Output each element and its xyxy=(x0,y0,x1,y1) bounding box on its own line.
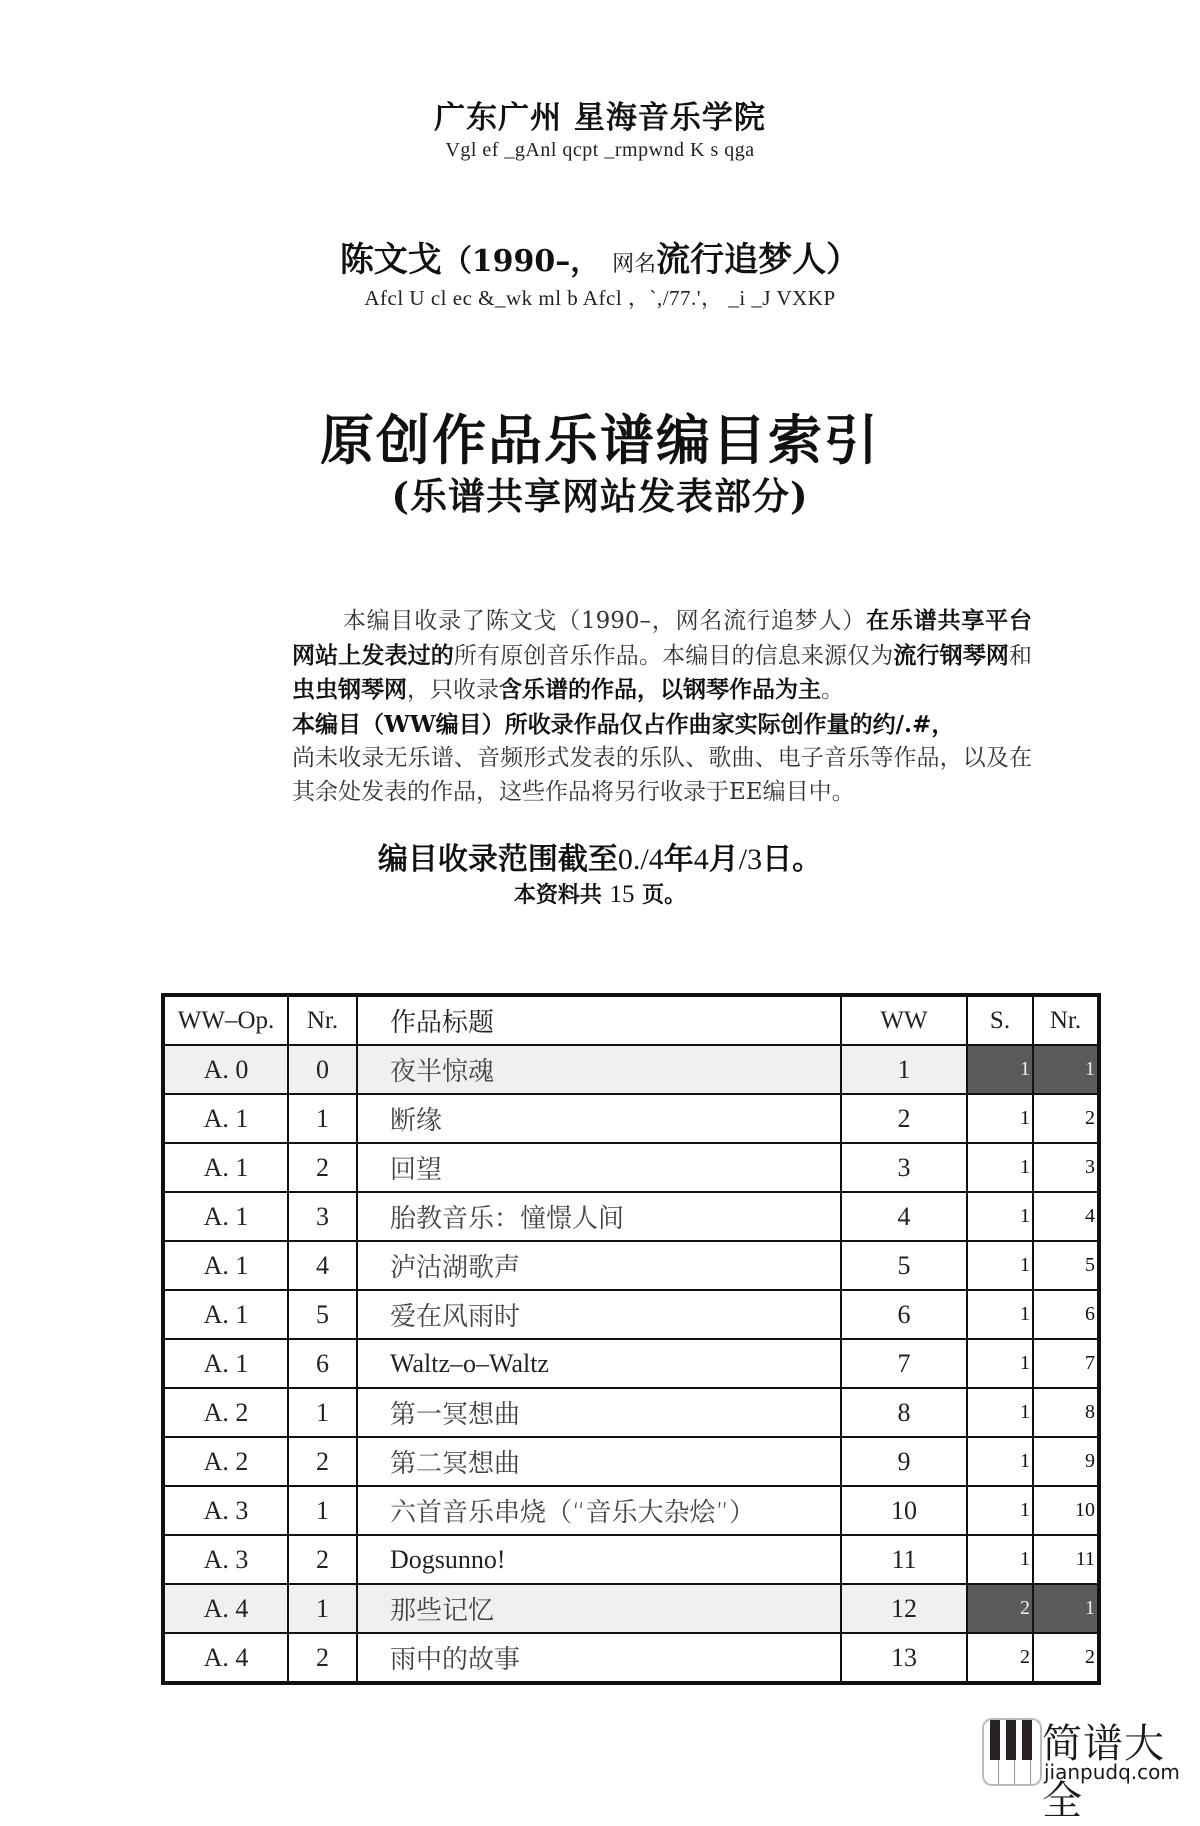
cell-ww-op: A. 1 xyxy=(163,1192,288,1241)
cell-nr2: 1 xyxy=(1033,1045,1099,1094)
cell-s: 1 xyxy=(967,1045,1033,1094)
cell-ww-op: A. 1 xyxy=(163,1339,288,1388)
cell-nr2: 6 xyxy=(1033,1290,1099,1339)
table-row xyxy=(163,1094,1099,1143)
cell-nr: 2 xyxy=(288,1143,357,1192)
cell-nr2: 3 xyxy=(1033,1143,1099,1192)
document-title: 原创作品乐谱编目索引 xyxy=(320,408,880,472)
cell-nr2: 10 xyxy=(1033,1486,1099,1535)
cell-nr2: 2 xyxy=(1033,1633,1099,1683)
cell-ww-op: A. 4 xyxy=(163,1633,288,1683)
cell-title: 那些记忆 xyxy=(357,1584,841,1633)
intro-text: 和 xyxy=(1009,642,1033,669)
cell-ww: 9 xyxy=(841,1437,967,1486)
cell-title: 第一冥想曲 xyxy=(357,1388,841,1437)
cell-nr: 0 xyxy=(288,1045,357,1094)
page-count-suffix: 页。 xyxy=(642,882,687,908)
page-count xyxy=(0,878,1200,909)
cell-ww: 3 xyxy=(841,1143,967,1192)
works-index-table xyxy=(161,993,1101,1685)
cell-ww: 7 xyxy=(841,1339,967,1388)
table-row xyxy=(163,1437,1099,1486)
cell-s: 1 xyxy=(967,1486,1033,1535)
cell-nr2: 2 xyxy=(1033,1094,1099,1143)
cell-nr: 6 xyxy=(288,1339,357,1388)
table-row xyxy=(163,1633,1099,1683)
intro-text: 尚未收录无乐谱、音频形式发表的乐队、歌曲、电子音乐等作品，以及在其余处发表的作品，这些作品将另行收录于EE编目中。 xyxy=(292,745,1032,805)
cell-s: 1 xyxy=(967,1192,1033,1241)
intro-text: ，只收录 xyxy=(407,677,499,703)
intro-paragraph xyxy=(292,604,1032,809)
table-row xyxy=(163,1143,1099,1192)
author-romanized: Afcl U cl ec &_wk ml b Afcl ，`,/77.'， _i _J VXKP xyxy=(364,286,836,310)
cell-ww-op: A. 1 xyxy=(163,1241,288,1290)
table-row xyxy=(163,1290,1099,1339)
cell-ww-op: A. 3 xyxy=(163,1486,288,1535)
cell-s: 1 xyxy=(967,1143,1033,1192)
cell-nr: 2 xyxy=(288,1535,357,1584)
cell-nr: 4 xyxy=(288,1241,357,1290)
cell-title: 爱在风雨时 xyxy=(357,1290,841,1339)
site-name-chongchong: 虫虫钢琴网 xyxy=(292,676,407,703)
author-years: （1990–， xyxy=(441,244,601,279)
cell-s: 1 xyxy=(967,1388,1033,1437)
cell-ww: 11 xyxy=(841,1535,967,1584)
cell-s: 1 xyxy=(967,1339,1033,1388)
document-subtitle: (乐谱共享网站发表部分) xyxy=(391,474,809,518)
table-row xyxy=(163,1584,1099,1633)
range-label: 编目收录范围截至 xyxy=(377,842,618,877)
author-alias: 流行追梦人） xyxy=(656,240,861,280)
intro-text: 。 xyxy=(821,677,844,703)
range-month: 4 xyxy=(693,843,709,876)
cell-nr: 2 xyxy=(288,1633,357,1683)
col-header-title: 作品标题 xyxy=(357,995,841,1045)
page-count-value: 15 xyxy=(609,881,635,908)
author-name: 陈文戈 xyxy=(339,240,442,280)
cell-ww: 5 xyxy=(841,1241,967,1290)
institution-name: 广东广州 星海音乐学院 xyxy=(434,100,766,136)
cell-title: 泸沽湖歌声 xyxy=(357,1241,841,1290)
institution-name-romanized: Vgl ef _gAnl qcpt _rmpwnd K s qga xyxy=(445,139,755,161)
cell-ww-op: A. 1 xyxy=(163,1094,288,1143)
cell-s: 1 xyxy=(967,1437,1033,1486)
author-alias-prefix: 网名 xyxy=(612,252,657,277)
col-header-ww: WW xyxy=(841,995,967,1045)
table-header-row xyxy=(163,995,1099,1045)
cell-ww-op: A. 1 xyxy=(163,1290,288,1339)
col-header-s: S. xyxy=(967,995,1033,1045)
range-year-unit: 年 xyxy=(663,842,694,877)
cell-ww: 1 xyxy=(841,1045,967,1094)
intro-emphasis: 本编目（WW编目）所收录作品仅占作曲家实际创作量的约/.#， xyxy=(292,710,955,738)
cell-nr: 5 xyxy=(288,1290,357,1339)
cell-title: Waltz–o–Waltz xyxy=(357,1339,841,1388)
cell-s: 1 xyxy=(967,1290,1033,1339)
cell-nr: 3 xyxy=(288,1192,357,1241)
cell-title: 胎教音乐：憧憬人间 xyxy=(357,1192,841,1241)
table-row xyxy=(163,1241,1099,1290)
cell-nr2: 11 xyxy=(1033,1535,1099,1584)
cell-ww-op: A. 4 xyxy=(163,1584,288,1633)
cell-title: 夜半惊魂 xyxy=(357,1045,841,1094)
table-row xyxy=(163,1486,1099,1535)
cell-title: 第二冥想曲 xyxy=(357,1437,841,1486)
cell-ww: 2 xyxy=(841,1094,967,1143)
cell-ww: 6 xyxy=(841,1290,967,1339)
cell-nr: 1 xyxy=(288,1388,357,1437)
catalog-range xyxy=(0,834,1200,878)
watermark-brand: 简谱大全 xyxy=(1042,1721,1165,1824)
cell-nr2: 5 xyxy=(1033,1241,1099,1290)
cell-title: 断缘 xyxy=(357,1094,841,1143)
range-year: 0./4 xyxy=(617,843,664,876)
cell-ww: 10 xyxy=(841,1486,967,1535)
cell-ww: 13 xyxy=(841,1633,967,1683)
watermark-url: jianpudq.com xyxy=(1044,1760,1180,1784)
cell-ww-op: A. 1 xyxy=(163,1143,288,1192)
watermark-logo xyxy=(982,1716,1200,1824)
range-day-unit: 日。 xyxy=(762,842,823,877)
cell-title: 雨中的故事 xyxy=(357,1633,841,1683)
cell-s: 1 xyxy=(967,1094,1033,1143)
cell-ww: 12 xyxy=(841,1584,967,1633)
col-header-nr: Nr. xyxy=(288,995,357,1045)
cell-s: 1 xyxy=(967,1241,1033,1290)
range-day: /3 xyxy=(738,843,763,876)
cell-ww-op: A. 2 xyxy=(163,1437,288,1486)
cell-ww-op: A. 0 xyxy=(163,1045,288,1094)
cell-s: 1 xyxy=(967,1535,1033,1584)
cell-ww: 8 xyxy=(841,1388,967,1437)
cell-s: 2 xyxy=(967,1584,1033,1633)
intro-text: 所有原创音乐作品。本编目的信息来源仅为 xyxy=(453,642,894,669)
col-header-nr2: Nr. xyxy=(1033,995,1099,1045)
cell-title: Dogsunno! xyxy=(357,1535,841,1584)
cell-nr2: 1 xyxy=(1033,1584,1099,1633)
range-month-unit: 月 xyxy=(708,842,739,877)
cell-nr2: 7 xyxy=(1033,1339,1099,1388)
cell-nr2: 4 xyxy=(1033,1192,1099,1241)
site-name-liuxing: 流行钢琴网 xyxy=(893,641,1010,669)
cell-ww-op: A. 3 xyxy=(163,1535,288,1584)
cell-nr: 1 xyxy=(288,1094,357,1143)
table-row xyxy=(163,1339,1099,1388)
cell-nr: 2 xyxy=(288,1437,357,1486)
cell-ww-op: A. 2 xyxy=(163,1388,288,1437)
col-header-ww-op: WW–Op. xyxy=(163,995,288,1045)
cell-title: 回望 xyxy=(357,1143,841,1192)
intro-emphasis: 在乐谱共享平台网站上发表过的 xyxy=(292,607,1032,669)
page-count-prefix: 本资料共 xyxy=(513,882,602,908)
cell-nr: 1 xyxy=(288,1486,357,1535)
cell-title: 六首音乐串烧（“音乐大杂烩”） xyxy=(357,1486,841,1535)
cell-nr2: 8 xyxy=(1033,1388,1099,1437)
intro-text: 本编目收录了陈文戈（1990–，网名流行追梦人） xyxy=(342,608,867,634)
cell-nr: 1 xyxy=(288,1584,357,1633)
piano-keys-icon xyxy=(982,1718,1042,1786)
table-row xyxy=(163,1388,1099,1437)
author-line xyxy=(0,232,1200,281)
table-row xyxy=(163,1192,1099,1241)
cell-nr2: 9 xyxy=(1033,1437,1099,1486)
cell-ww: 4 xyxy=(841,1192,967,1241)
intro-emphasis: 含乐谱的作品，以钢琴作品为主 xyxy=(499,676,821,703)
cell-s: 2 xyxy=(967,1633,1033,1683)
table-row xyxy=(163,1045,1099,1094)
table-row xyxy=(163,1535,1099,1584)
